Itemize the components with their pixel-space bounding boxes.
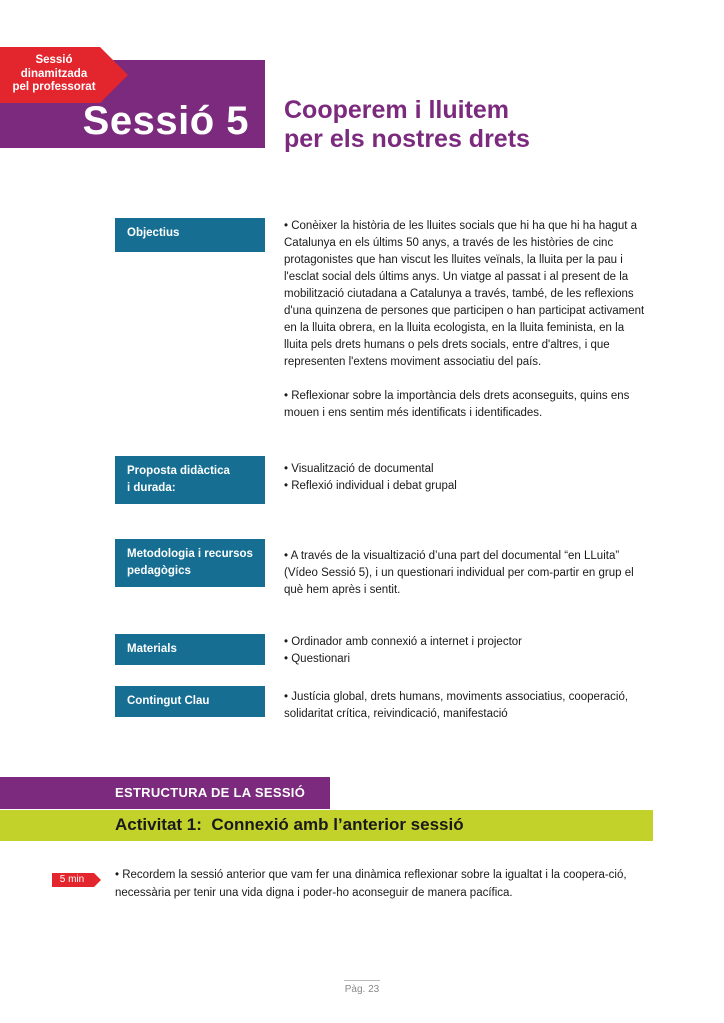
- objective-paragraph: • Conèixer la història de les lluites socials que hi ha que hi ha hagut a Catalunya en els últims 50 anys, a través de les històries de cinc protagonistes que han viscut les lluites veïnals, la lluita per la pau i l'esclat social dels últims anys. Un viatge al passat i al present de la mobilització ciutadana a Catalunya a través, també, de les reflexions d'una quinzena de persones que participen o han participat activament en la lluita obrera, en la lluita ecologista, en la lluita feminista, en la lluita pels drets humans o pels drets socials, entre d'altres, i que representen l'extens moviment associatiu del país.: [284, 220, 645, 368]
- section-content: [284, 218, 649, 422]
- section-content: [284, 634, 649, 668]
- badge-line: dinamitzada: [20, 67, 88, 80]
- structure-title: ESTRUCTURA DE LA SESSIÓ: [115, 785, 306, 800]
- footer-divider: [344, 980, 380, 981]
- activity-description: • Recordem la sessió anterior que vam fer una dinàmica reflexionar sobre la igualtat i la coopera-ció, necessària per tenir una vida digna i poder-ho aconseguir de manera pacífica.: [115, 869, 627, 899]
- list-item: • Ordinador amb connexió a internet i projector: [284, 634, 649, 651]
- section-label: [115, 539, 265, 587]
- page-headline: [284, 96, 530, 154]
- list-item: • Visualització de documental: [284, 461, 649, 478]
- structure-header: [0, 777, 330, 809]
- badge-line: pel professorat: [12, 81, 96, 93]
- label-text: Objectius: [127, 227, 180, 239]
- bullet-list: [284, 461, 649, 495]
- bullet-list: [284, 634, 649, 668]
- label-text: Proposta didàctica: [127, 465, 230, 477]
- session-title: Sessió 5: [82, 99, 249, 143]
- section-label: [115, 218, 265, 252]
- section-label: [115, 456, 265, 504]
- method-paragraph: • A través de la visualtizació d’una part del documental “en LLuita” (Vídeo Sessió 5), i un questionari individual per com-partir en grup el què hem après i sentit.: [284, 550, 634, 596]
- page-number: Pàg. 23: [344, 984, 380, 995]
- section-label: [115, 634, 265, 665]
- headline-line: Cooperem i lluitem: [284, 96, 510, 124]
- section-label: [115, 686, 265, 717]
- label-text: Materials: [127, 643, 177, 655]
- section-content: [284, 689, 649, 723]
- section-content: [284, 461, 649, 495]
- list-item: • Questionari: [284, 651, 649, 668]
- activity-title: Activitat 1: Connexió amb l’anterior sessió: [115, 815, 464, 834]
- badge-text: [0, 54, 108, 95]
- label-text: Contingut Clau: [127, 695, 210, 707]
- badge-line: Sessió: [35, 54, 73, 66]
- duration-text: 5 min: [59, 874, 85, 885]
- content-paragraph: • Justícia global, drets humans, moviments associatius, cooperació, solidaritat crítica, reivindicació, manifestació: [284, 691, 629, 720]
- section-content: [284, 548, 649, 599]
- activity-header: [0, 810, 653, 841]
- duration-badge: [52, 873, 102, 887]
- objective-paragraph: • Reflexionar sobre la importància dels drets aconseguits, quins ens mouen i ens sentim més identificats i identificades.: [284, 390, 630, 419]
- label-text: Metodologia i recursos: [127, 548, 253, 560]
- label-text: i durada:: [127, 482, 176, 494]
- teacher-led-badge: [0, 47, 128, 103]
- headline-line: per els nostres drets: [284, 125, 530, 153]
- label-text: pedagògics: [127, 565, 191, 577]
- list-item: • Reflexió individual i debat grupal: [284, 478, 649, 495]
